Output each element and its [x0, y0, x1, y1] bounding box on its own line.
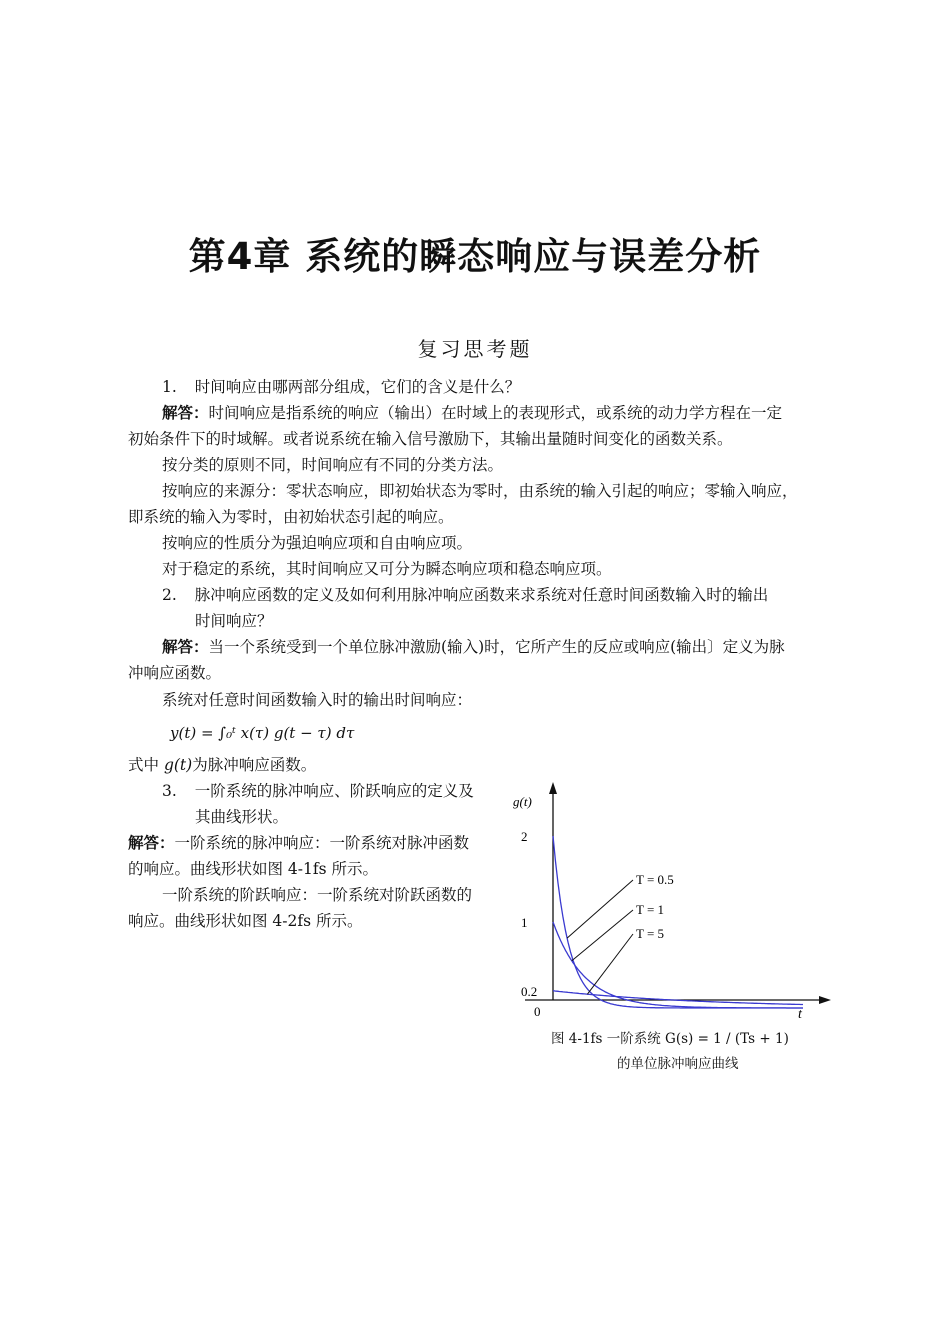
q3-question-line2: 其曲线形状。 — [195, 808, 289, 826]
q3-answer-line2: 的响应。曲线形状如图 4-1fs 所示。 — [128, 860, 379, 878]
leader-line — [572, 910, 633, 961]
origin-label: 0 — [534, 1004, 541, 1019]
q3-paragraph-2-line1: 一阶系统的阶跃响应：一阶系统对阶跃函数的 — [162, 886, 473, 904]
figure-caption-line2: 的单位脉冲响应曲线 — [617, 1056, 739, 1072]
q2-paragraph-2: 系统对任意时间函数输入时的输出时间响应： — [162, 691, 473, 709]
q2-paragraph-3 — [128, 754, 316, 776]
q2-p3-suffix: 为脉冲响应函数。 — [192, 756, 317, 774]
q2-number: 2. — [162, 586, 177, 604]
q2-answer-line1 — [162, 636, 785, 658]
y-axis-label: g(t) — [513, 794, 532, 809]
impulse-response-chart — [505, 780, 835, 1030]
figure-caption-line1: 图 4-1fs 一阶系统 G(s) = 1 / (Ts + 1) — [551, 1031, 789, 1047]
convolution-formula: y(t) = ∫₀ᵗ x(τ) g(t − τ) dτ — [170, 724, 355, 742]
series-label: T = 1 — [636, 902, 665, 917]
y-tick-label: 0.2 — [521, 983, 538, 999]
q3-question-text-1: 一阶系统的脉冲响应、阶跃响应的定义及 — [194, 782, 474, 800]
q2-answer-text-1: 当一个系统受到一个单位脉冲激励(输入)时，它所产生的反应或响应(输出〕定义为脉 — [208, 638, 785, 656]
chapter-title: 第4章 系统的瞬态响应与误差分析 — [188, 235, 762, 278]
q2-question-text-1: 脉冲响应函数的定义及如何利用脉冲响应函数来求系统对任意时间函数输入时的输出 — [194, 586, 769, 604]
figure-4-1fs — [505, 780, 835, 1072]
q3-number: 3. — [162, 782, 177, 800]
q3-answer-line1 — [128, 832, 469, 854]
q3-answer-text-1: 一阶系统的脉冲响应：一阶系统对脉冲函数 — [174, 834, 470, 852]
q1-question — [162, 376, 520, 398]
q1-paragraph-3-line2: 即系统的输入为零时，由初始状态引起的响应。 — [128, 508, 454, 526]
y-tick-label: 1 — [521, 915, 528, 930]
y-tick-label: 2 — [521, 829, 528, 844]
q1-number: 1. — [162, 378, 177, 396]
q2-p3-prefix: 式中 — [128, 756, 164, 774]
q1-paragraph-5: 对于稳定的系统，其时间响应又可分为瞬态响应项和稳态响应项。 — [162, 560, 612, 578]
q2-answer-line2: 冲响应函数。 — [128, 664, 222, 682]
section-title: 复习思考题 — [417, 337, 533, 361]
chart-axes — [525, 782, 831, 1004]
q1-answer-label: 解答： — [162, 403, 209, 422]
leader-line — [587, 934, 633, 994]
q1-answer-line2: 初始条件下的时域解。或者说系统在输入信号激励下，其输出量随时间变化的函数关系。 — [128, 430, 733, 448]
q3-answer-label: 解答： — [128, 833, 175, 852]
x-axis-arrow — [819, 996, 831, 1004]
q2-answer-label: 解答： — [162, 637, 209, 656]
q1-answer-text-1: 时间响应是指系统的响应（输出）在时域上的表现形式，或系统的动力学方程在一定 — [208, 404, 783, 422]
x-axis-label: t — [798, 1007, 802, 1022]
q1-question-text: 时间响应由哪两部分组成，它们的含义是什么？ — [194, 378, 521, 396]
q2-question-line1 — [162, 584, 768, 606]
q1-answer-line1 — [162, 402, 782, 424]
series-label: T = 5 — [636, 926, 665, 941]
y-axis-arrow — [549, 782, 557, 794]
q1-paragraph-4: 按响应的性质分为强迫响应项和自由响应项。 — [162, 534, 473, 552]
q1-paragraph-3-line1: 按响应的来源分：零状态响应，即初始状态为零时，由系统的输入引起的响应；零输入响应， — [162, 482, 798, 500]
leader-line — [567, 880, 633, 938]
q2-question-line2: 时间响应？ — [195, 612, 273, 630]
q1-paragraph-2: 按分类的原则不同，时间响应有不同的分类方法。 — [162, 456, 504, 474]
series-label: T = 0.5 — [636, 872, 674, 887]
g-t-symbol: g(t) — [163, 756, 193, 774]
q3-paragraph-2-line2: 响应。曲线形状如图 4-2fs 所示。 — [128, 912, 363, 930]
q3-question-line1 — [162, 780, 474, 802]
